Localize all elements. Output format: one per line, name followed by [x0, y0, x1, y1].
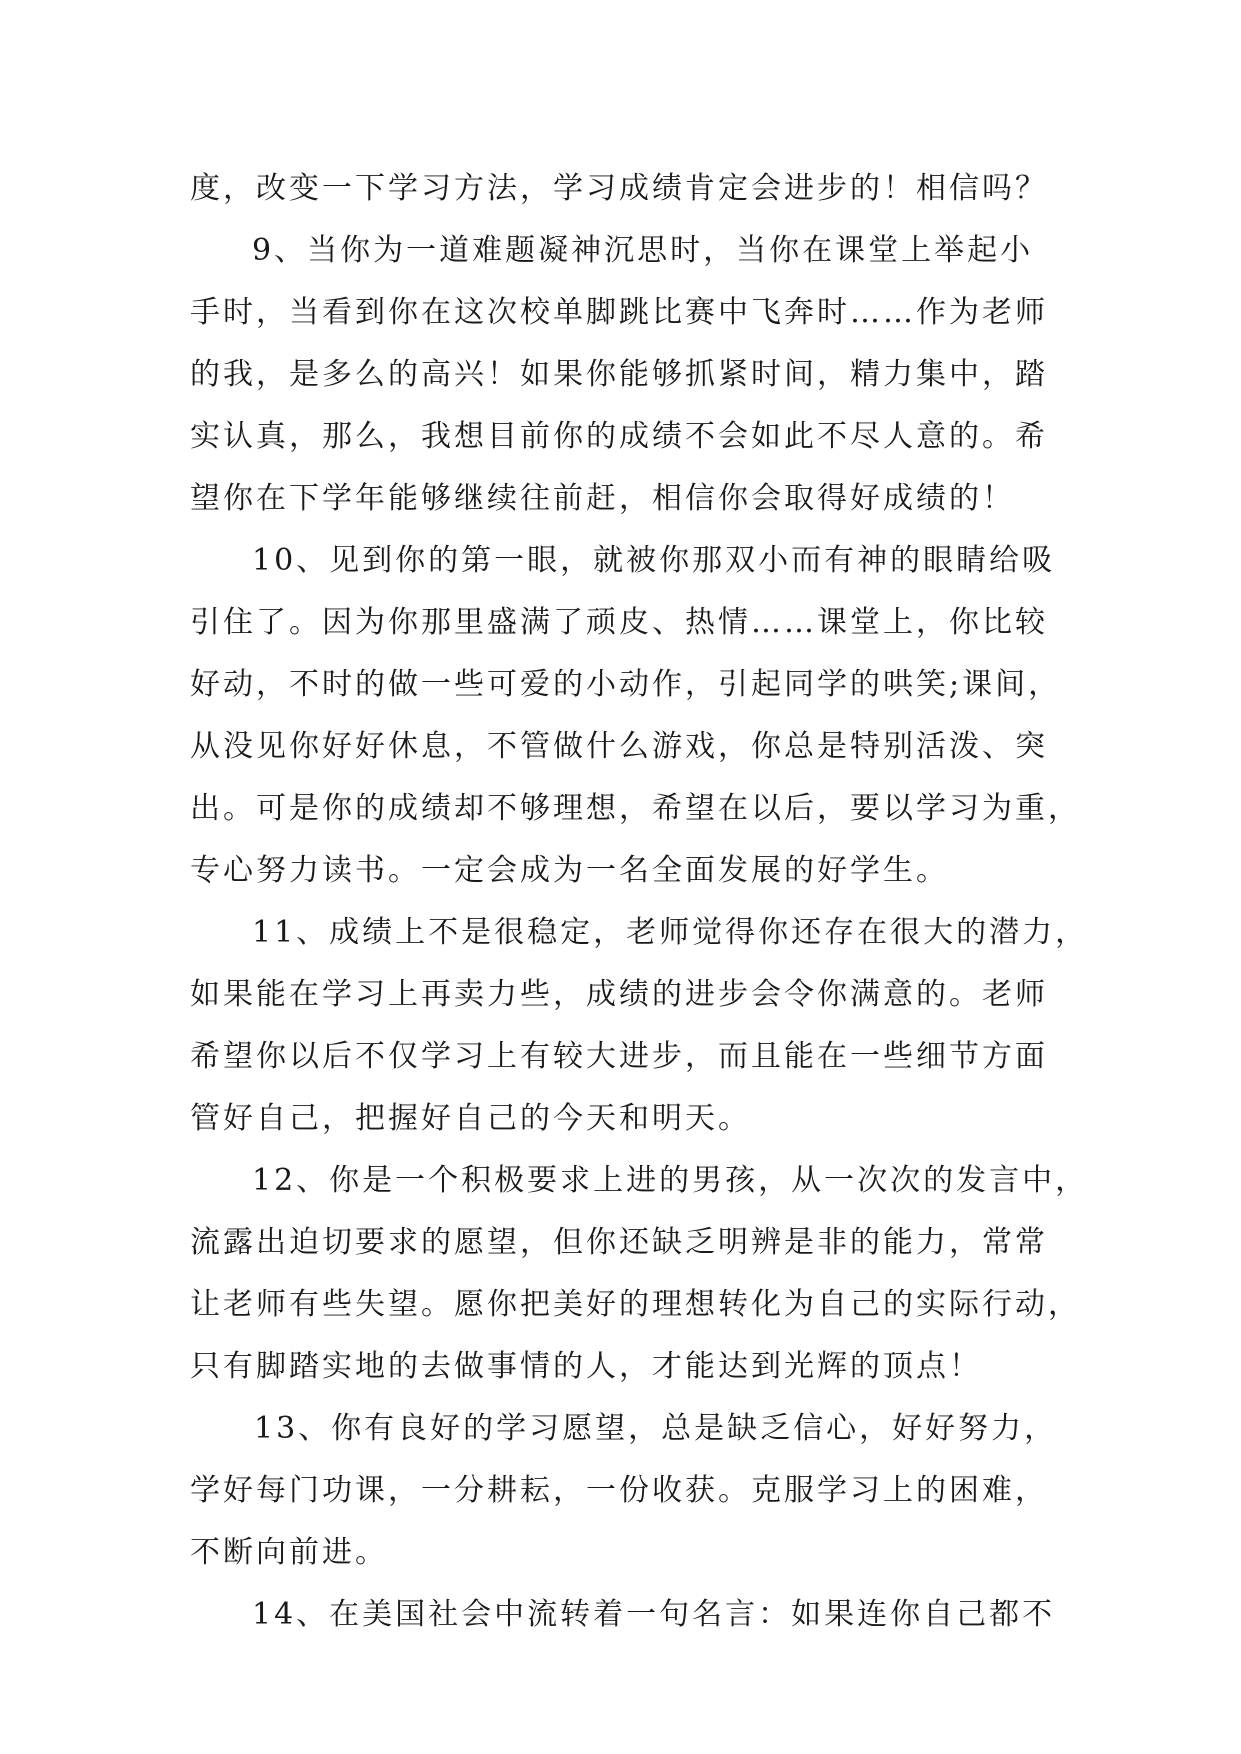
- paragraph-10: [190, 530, 1081, 902]
- paragraph-13: [190, 1398, 1058, 1584]
- text-line: 望你在下学年能够继续往前赶，相信你会取得好成绩的！: [190, 481, 1015, 516]
- text-line: 9、当你为一道难题凝神沉思时，当你在课堂上举起小: [252, 233, 1034, 268]
- text-line: 让老师有些失望。愿你把美好的理想转化为自己的实际行动，: [190, 1287, 1081, 1322]
- text-line: 引住了。因为你那里盛满了顽皮、热情……课堂上，你比较: [190, 605, 1048, 640]
- paragraph-continuation: [190, 158, 1050, 220]
- text-line: 的我，是多么的高兴！如果你能够抓紧时间，精力集中，踏: [190, 357, 1048, 392]
- paragraph-12: [190, 1150, 1089, 1398]
- paragraph-14: [190, 1584, 1056, 1646]
- text-line: 出。可是你的成绩却不够理想，希望在以后，要以学习为重，: [190, 791, 1081, 826]
- text-line: 流露出迫切要求的愿望，但你还缺乏明辨是非的能力，常常: [190, 1225, 1048, 1260]
- text-line: 11、成绩上不是很稳定，老师觉得你还存在很大的潜力，: [252, 915, 1089, 950]
- paragraph-9: [190, 220, 1050, 530]
- text-line: 13、你有良好的学习愿望，总是缺乏信心，好好努力，: [254, 1411, 1058, 1446]
- text-line: 手时，当看到你在这次校单脚跳比赛中飞奔时……作为老师: [190, 295, 1048, 330]
- paragraph-11: [190, 902, 1089, 1150]
- text-line: 好动，不时的做一些可爱的小动作，引起同学的哄笑;课间，: [190, 667, 1062, 702]
- text-line: 学好每门功课，一分耕耘，一份收获。克服学习上的困难，: [190, 1473, 1048, 1508]
- text-line: 度，改变一下学习方法，学习成绩肯定会进步的！相信吗？: [190, 171, 1048, 206]
- text-line: 专心努力读书。一定会成为一名全面发展的好学生。: [190, 853, 949, 888]
- text-line: 管好自己，把握好自己的今天和明天。: [190, 1101, 751, 1136]
- text-line: 实认真，那么，我想目前你的成绩不会如此不尽人意的。希: [190, 419, 1048, 454]
- text-line: 10、见到你的第一眼，就被你那双小而有神的眼睛给吸: [252, 543, 1056, 578]
- text-line: 只有脚踏实地的去做事情的人，才能达到光辉的顶点！: [190, 1349, 982, 1384]
- text-line: 如果能在学习上再卖力些，成绩的进步会令你满意的。老师: [190, 977, 1048, 1012]
- document-body: [190, 158, 1089, 1646]
- text-line: 不断向前进。: [190, 1535, 388, 1570]
- text-line: 14、在美国社会中流转着一句名言：如果连你自己都不: [252, 1597, 1056, 1632]
- text-line: 从没见你好好休息，不管做什么游戏，你总是特别活泼、突: [190, 729, 1048, 764]
- text-line: 希望你以后不仅学习上有较大进步，而且能在一些细节方面: [190, 1039, 1048, 1074]
- text-line: 12、你是一个积极要求上进的男孩，从一次次的发言中，: [252, 1163, 1089, 1198]
